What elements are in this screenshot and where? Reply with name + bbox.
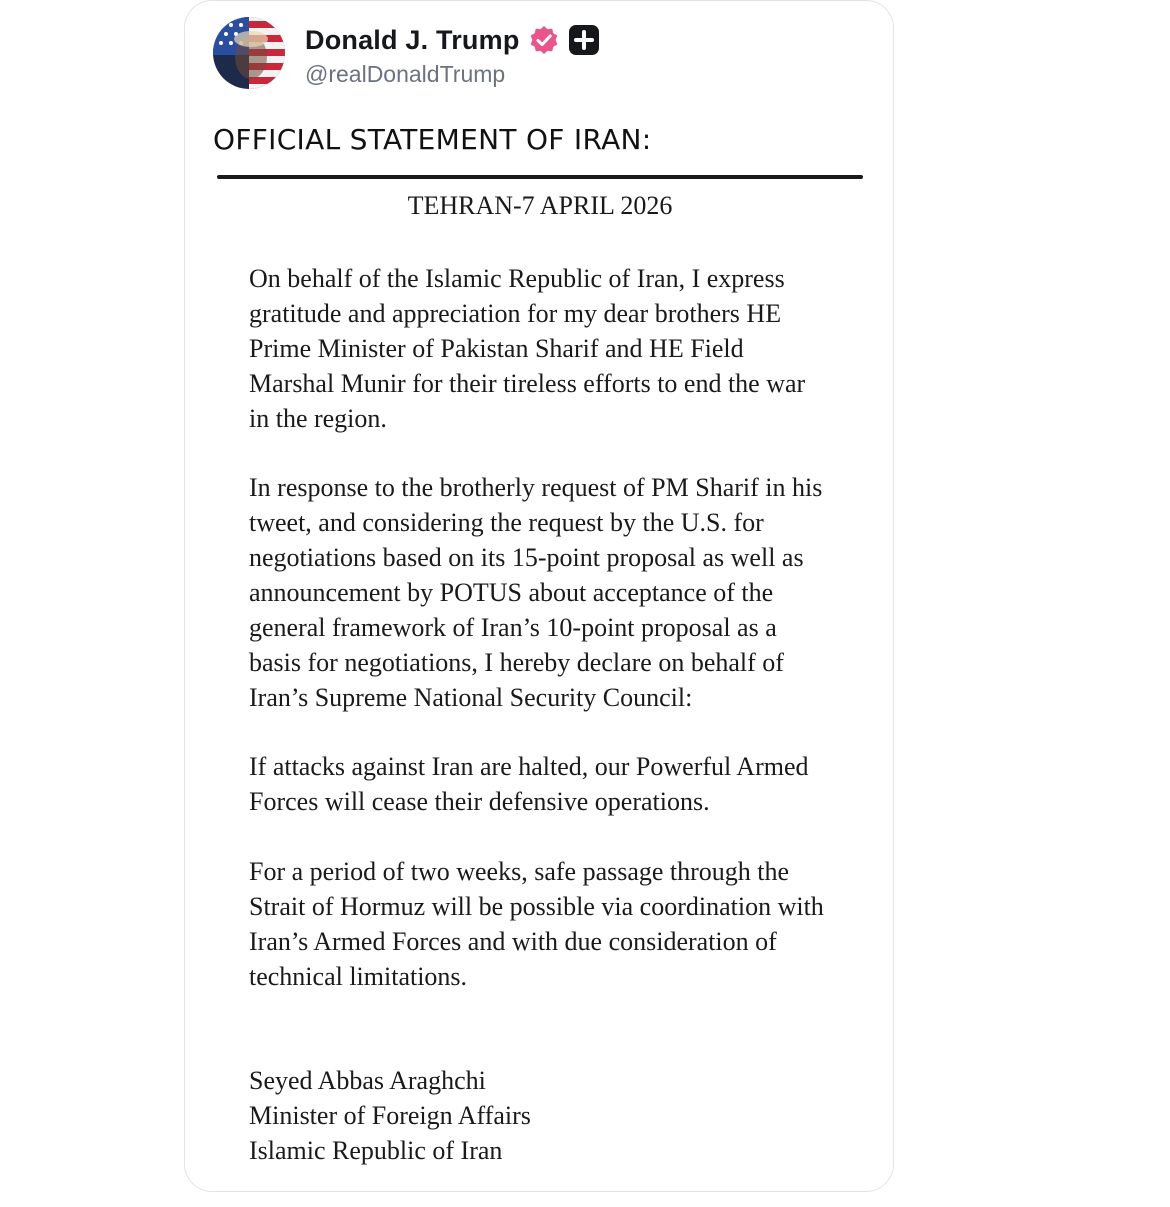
- avatar-image: [213, 17, 285, 89]
- statement-dateline: TEHRAN-7 APRIL 2026: [407, 191, 673, 220]
- author-name-row: [305, 21, 600, 59]
- plus-icon: [568, 24, 600, 56]
- signature-name: Seyed Abbas Araghchi: [249, 1066, 486, 1095]
- statement-divider: [217, 175, 863, 179]
- signature-org: Islamic Republic of Iran: [249, 1136, 503, 1165]
- statement-paragraph-1: On behalf of the Islamic Republic of Iran, I express gratitude and appreciation for my dear brothers HE Prime Minister of Pakistan Sharif and HE Field Marshal Munir for their tireless efforts to end the war in the region.: [249, 264, 806, 433]
- author-display-name[interactable]: Donald J. Trump: [305, 24, 520, 55]
- author-avatar[interactable]: [213, 17, 285, 89]
- author-handle[interactable]: @realDonaldTrump: [305, 61, 506, 87]
- post-card: [184, 0, 894, 1192]
- statement-signature: [249, 1063, 531, 1168]
- statement-paragraph-3: If attacks against Iran are halted, our Powerful Armed Forces will cease their defensive operations.: [249, 752, 809, 816]
- signature-role: Minister of Foreign Affairs: [249, 1101, 531, 1130]
- statement-paragraph-2: In response to the brotherly request of PM Sharif in his tweet, and considering the request by the U.S. for negotiations based on its 15-point proposal as well as announcement by POTUS about acceptance of the general framework of Iran’s 10-point proposal as a basis for negotiations, I hereby declare on behalf of Iran’s Supreme National Security Council:: [249, 473, 823, 712]
- statement-paragraph-4: For a period of two weeks, safe passage through the Strait of Hormuz will be possible via coordination with Iran’s Armed Forces and with due consideration of technical limitations.: [249, 857, 824, 991]
- verified-icon: [528, 24, 560, 56]
- post-title: OFFICIAL STATEMENT OF IRAN:: [213, 123, 652, 156]
